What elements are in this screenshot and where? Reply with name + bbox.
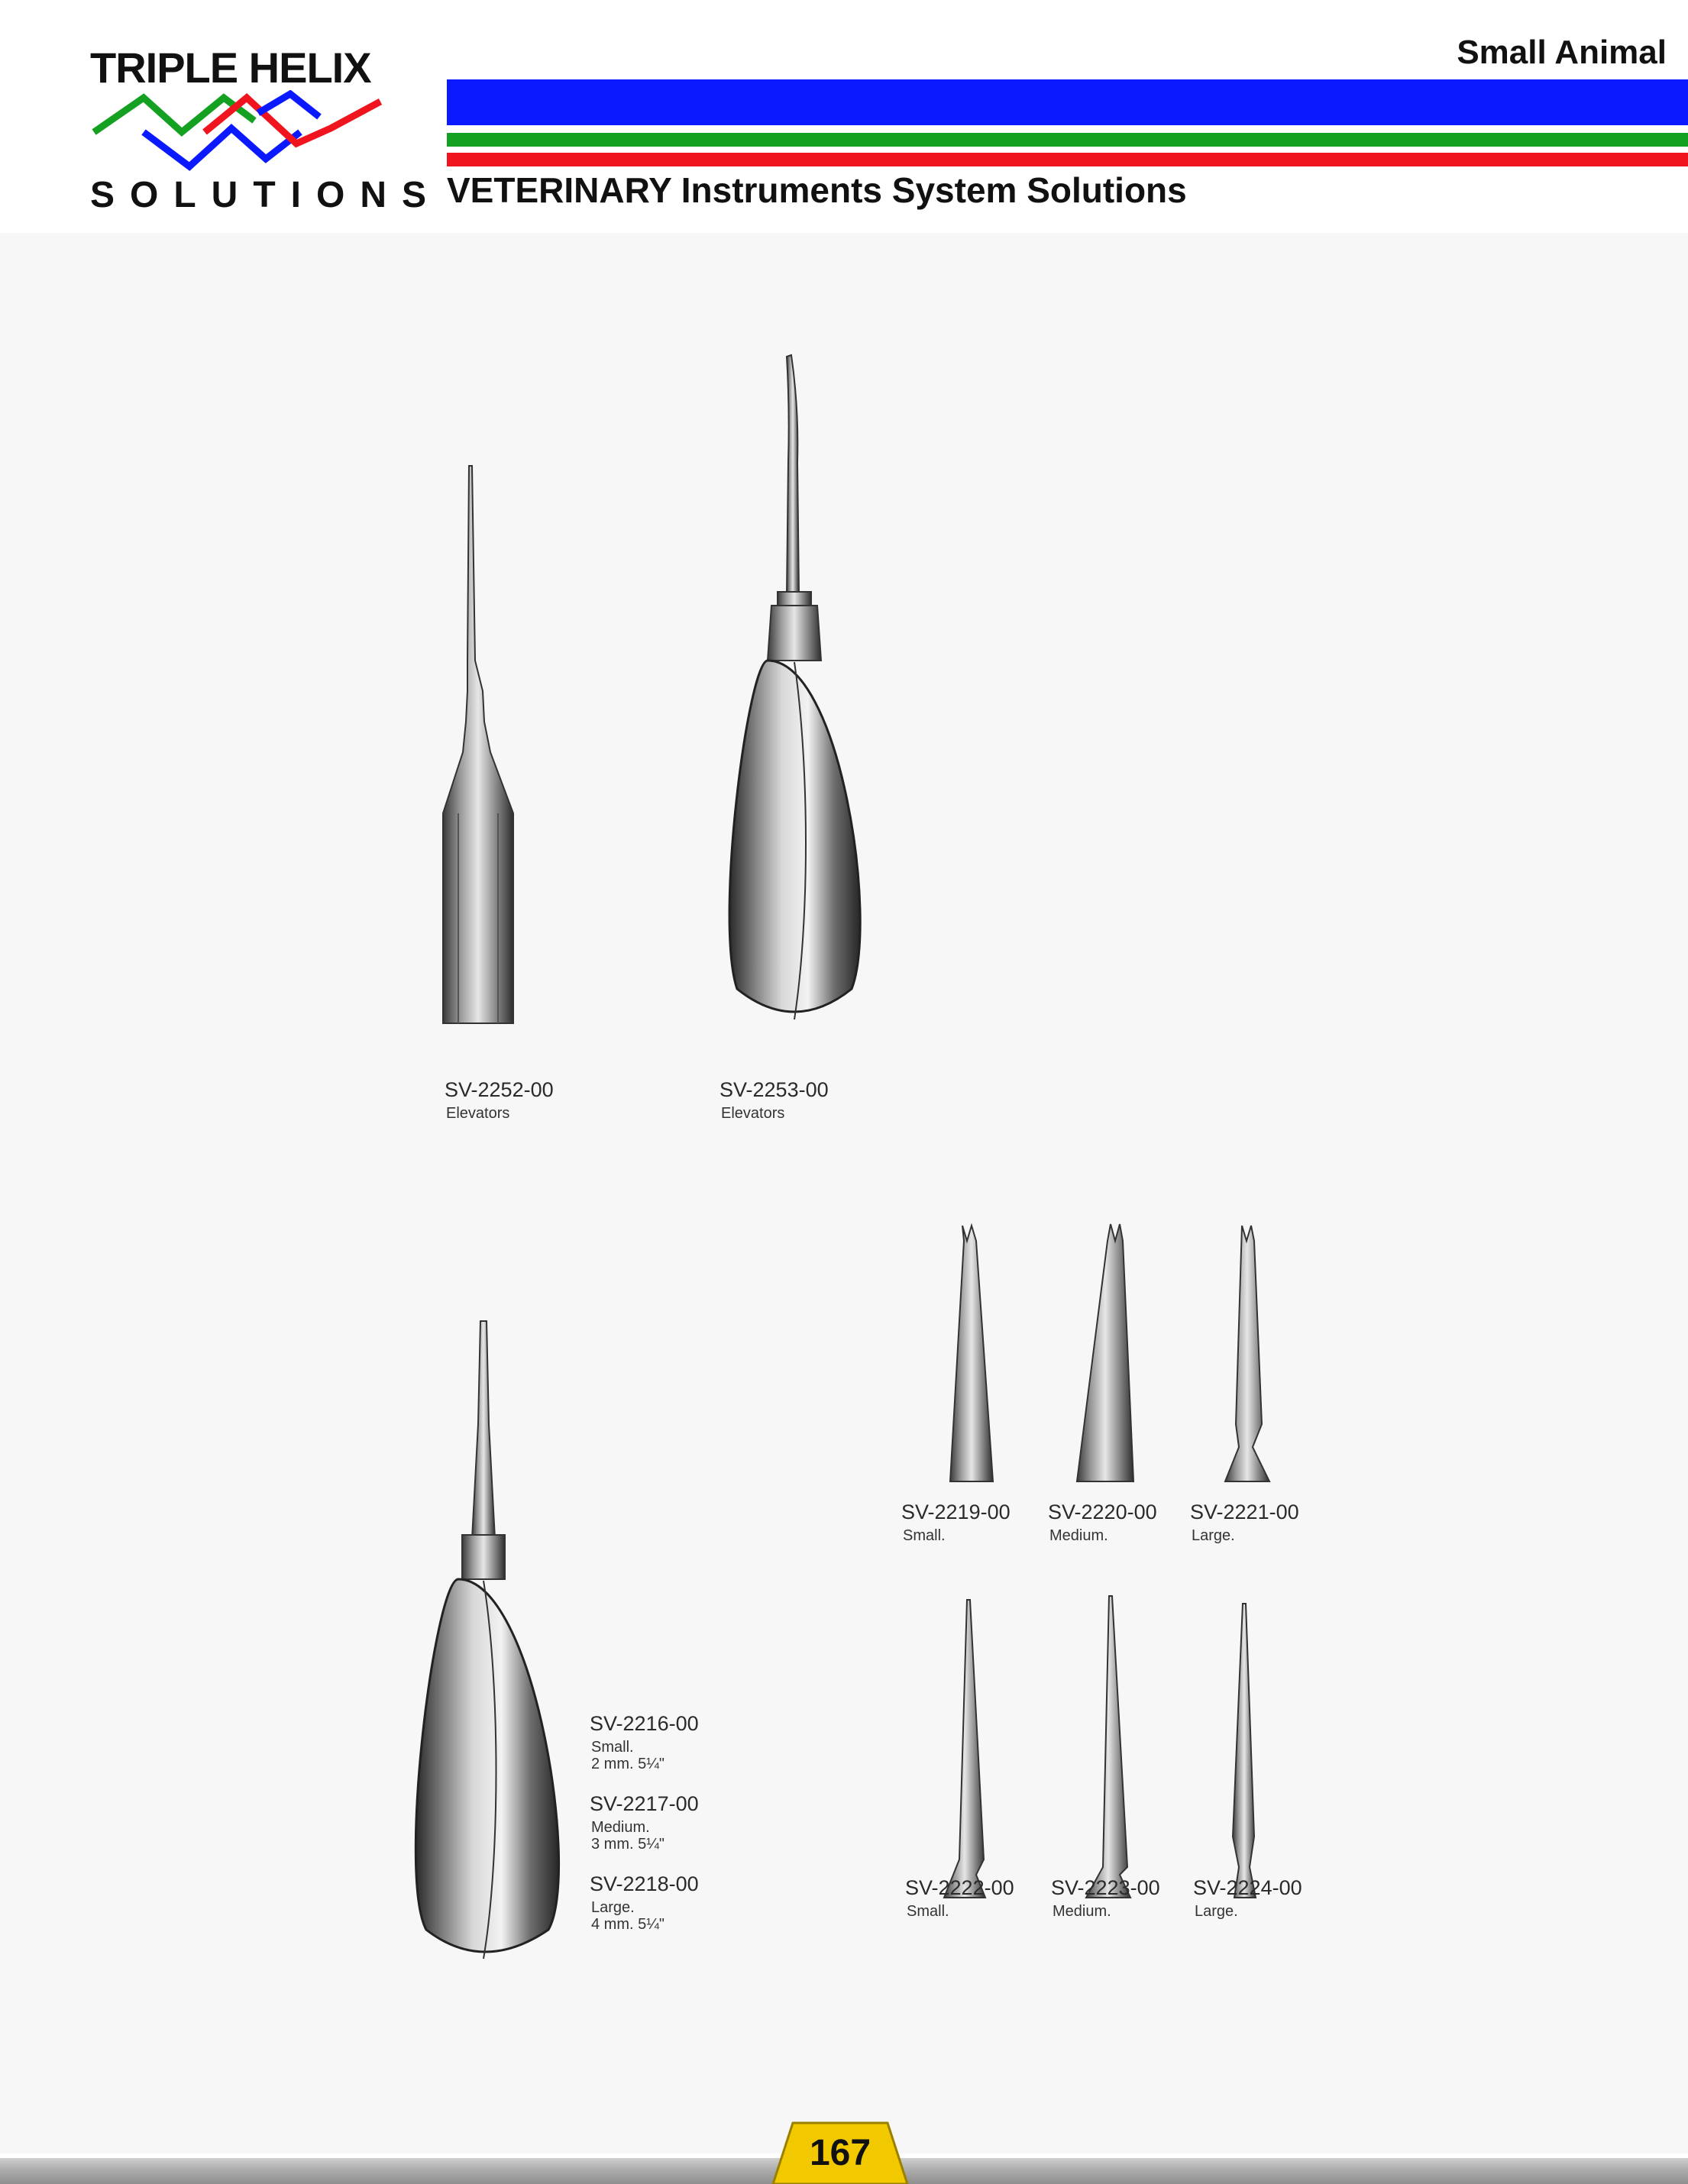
forked-tip-medium-icon [1077, 1224, 1133, 1481]
product-desc: Small. [903, 1527, 946, 1544]
product-desc: 4 mm. 5¼" [591, 1916, 665, 1933]
product-code: SV-2252-00 [445, 1078, 554, 1101]
product-code: SV-2222-00 [905, 1876, 1014, 1899]
product-desc: Small. [591, 1739, 634, 1756]
product-desc: Elevators [721, 1105, 785, 1122]
product-desc: Large. [1195, 1903, 1238, 1920]
elevator-curved-icon [729, 355, 860, 1019]
logo-subtitle: SOLUTIONS [90, 175, 442, 215]
section-title: Small Animal [1457, 34, 1667, 71]
blue-stripe [447, 79, 1688, 125]
pointed-tip-medium-icon [1086, 1596, 1130, 1898]
product-desc: 3 mm. 5¼" [591, 1836, 665, 1853]
product-code: SV-2221-00 [1190, 1501, 1299, 1523]
page-header [0, 0, 1688, 233]
product-code: SV-2223-00 [1051, 1876, 1160, 1899]
product-desc: Medium. [591, 1819, 650, 1836]
product-desc: 2 mm. 5¼" [591, 1756, 665, 1772]
elevator-hex-icon [443, 466, 513, 1023]
tagline: VETERINARY Instruments System Solutions [447, 170, 1187, 210]
product-code: SV-2218-00 [590, 1872, 699, 1895]
product-desc: Medium. [1053, 1903, 1111, 1920]
product-code: SV-2224-00 [1193, 1876, 1302, 1899]
product-code: SV-2220-00 [1048, 1501, 1157, 1523]
catalog-content [0, 233, 1688, 2153]
product-desc: Large. [591, 1899, 635, 1916]
logo-title: TRIPLE HELIX [90, 44, 371, 92]
product-code: SV-2217-00 [590, 1792, 699, 1815]
product-code: SV-2253-00 [720, 1078, 829, 1101]
pointed-tip-small-icon [944, 1600, 985, 1898]
forked-tip-small-icon [950, 1226, 993, 1481]
page-number: 167 [809, 2133, 871, 2173]
red-stripe [447, 153, 1688, 166]
product-code: SV-2219-00 [901, 1501, 1011, 1523]
product-desc: Elevators [446, 1105, 510, 1122]
product-desc: Large. [1192, 1527, 1235, 1544]
green-stripe [447, 133, 1688, 147]
product-desc: Medium. [1049, 1527, 1108, 1544]
instrument-illustrations [0, 233, 1688, 2153]
forked-tip-large-icon [1225, 1226, 1269, 1481]
helix-logo-icon [90, 90, 384, 174]
pointed-tip-large-icon [1233, 1604, 1256, 1898]
elevator-straight-icon [416, 1321, 558, 1959]
product-desc: Small. [907, 1903, 949, 1920]
product-code: SV-2216-00 [590, 1712, 699, 1735]
